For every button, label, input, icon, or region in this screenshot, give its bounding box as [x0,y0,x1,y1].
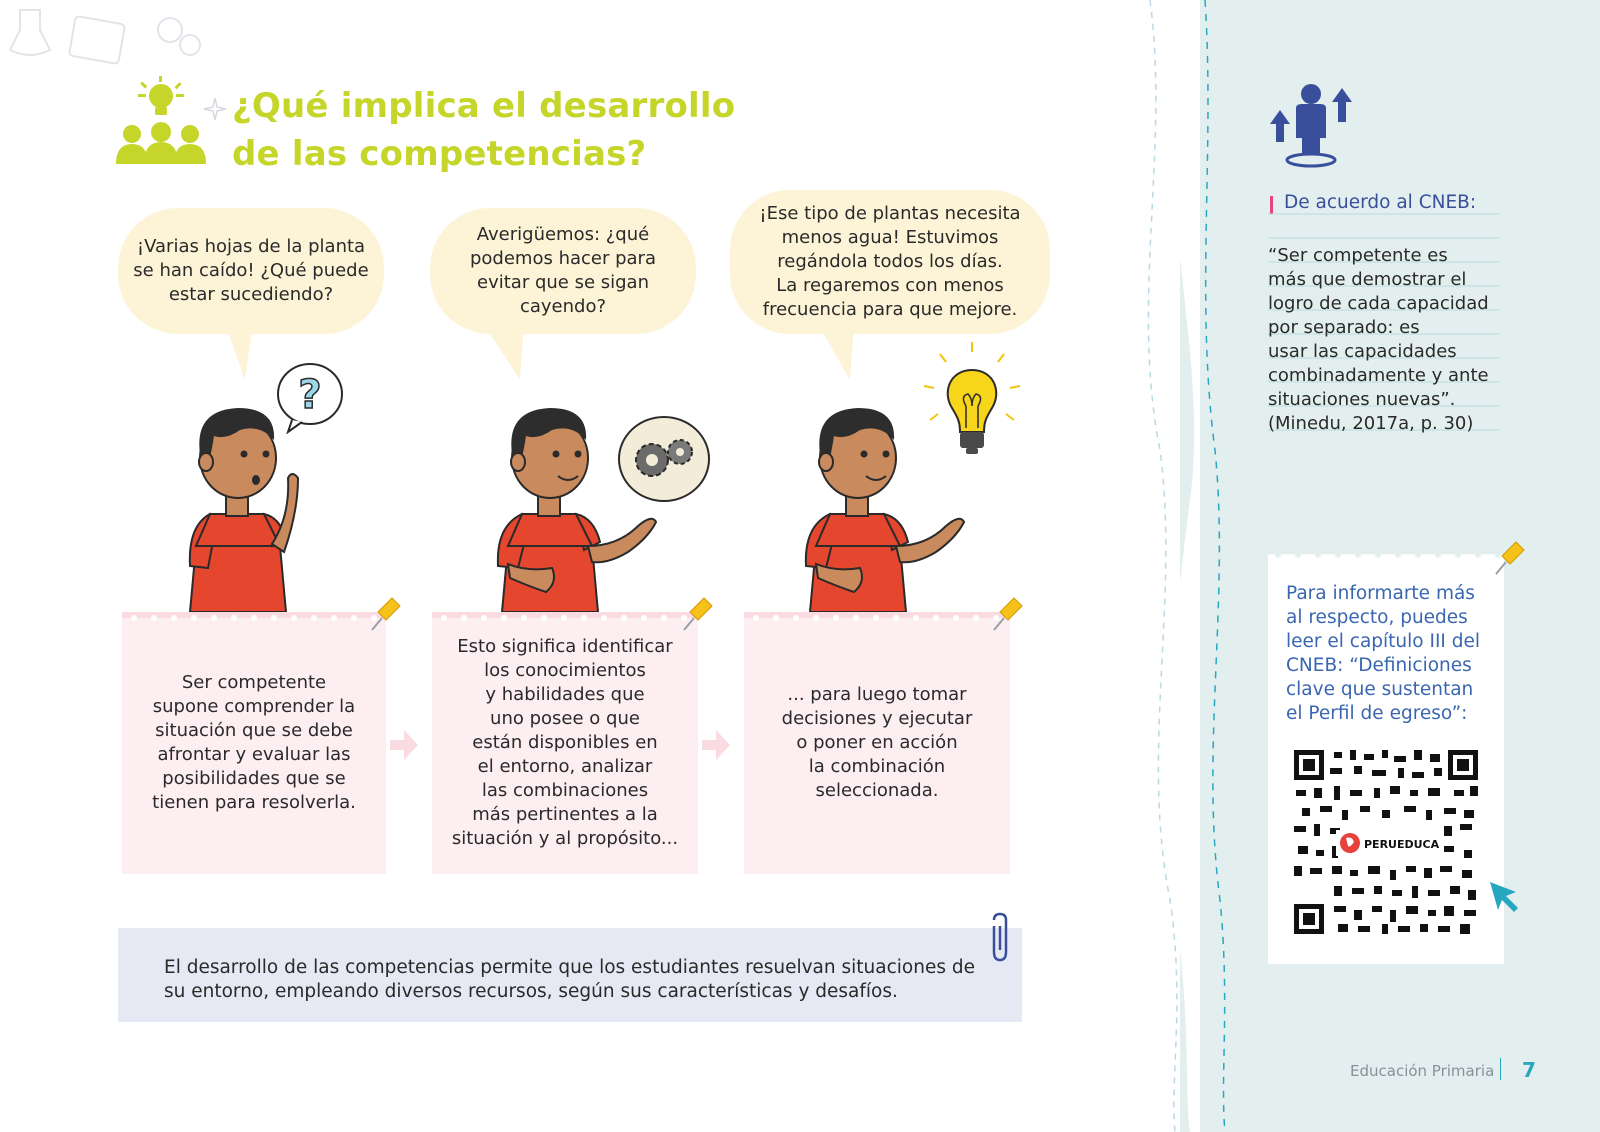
cneb-heading: De acuerdo al CNEB: [1284,192,1477,213]
footer-label: Educación Primaria [1350,1062,1495,1080]
boy-idea-illustration [796,396,976,612]
title-line-1: ¿Qué implica el desarrollo [232,86,736,126]
summary-text: El desarrollo de las competencias permite que los estudiantes resuelvan situaciones de su entorno, empleando diversos recursos, según sus características y desafíos. [164,957,975,1002]
pushpin-icon [988,594,1024,634]
info-text: Para informarte más al respecto, puedes leer el capítulo III del CNEB: “Definiciones clave que sustentan el Perfil de egreso”: [1286,583,1481,724]
pushpin-icon [678,594,714,634]
note-card-1 [122,612,386,874]
paperclip-icon [986,912,1012,964]
note-card-3-text: ... para luego tomar decisiones y ejecutar o poner en acción la combinación seleccionada. [781,684,973,801]
title-line-2: de las competencias? [232,134,647,174]
speech-bubble-1-text: ¡Varias hojas de la planta se han caído! ¿Qué puede estar sucediendo? [133,236,369,305]
note-holes [744,612,1010,626]
boy-thinking-illustration [180,396,310,612]
qr-code[interactable] [1294,750,1478,934]
info-card [1268,550,1504,964]
note-card-2-text: Esto significa identificar los conocimientos y habilidades que uno posee o que están disponibles en el entorno, analizar las combinaciones más pertinentes a la situación y al propósito... [451,636,679,849]
speech-bubble-3-text: ¡Ese tipo de plantas necesita menos agua! Estuvimos regándola todos los días. La regaremos con menos frecuencia para que mejore. [759,203,1021,320]
cneb-quote: “Ser competente es más que demostrar el logro de cada capacidad por separado: es usar las capacidades combinadamente y ante situaciones nuevas”. (Minedu, 2017a, p. 30) [1268,245,1489,434]
arrow-right-icon [702,728,730,762]
speech-bubble-3 [730,190,1050,334]
summary-box [118,928,1022,1022]
qr-logo-text: PERUEDUCA [1364,838,1440,851]
note-holes [122,612,386,626]
speech-bubble-1 [118,208,384,334]
speech-bubble-2 [430,208,696,334]
cursor-icon [1488,880,1522,914]
note-card-2 [432,612,698,874]
note-card-1-text: Ser competente supone comprender la situación que se debe afrontar y evaluar las posibilidades que se tienen para resolverla. [152,672,356,813]
footer-separator [1500,1058,1501,1080]
pushpin-icon [366,594,402,634]
note-holes [1268,550,1504,562]
arrow-right-icon [390,728,418,762]
person-growth-icon [1266,80,1356,170]
note-card-3 [744,612,1010,874]
pushpin-icon [1490,538,1526,578]
boy-explaining-illustration [488,396,668,612]
speech-bubble-2-text: Averigüemos: ¿qué podemos hacer para evitar que se sigan cayendo? [469,224,656,317]
page-number: 7 [1522,1058,1536,1082]
note-holes [432,612,698,626]
svg-text:?: ? [298,372,322,418]
